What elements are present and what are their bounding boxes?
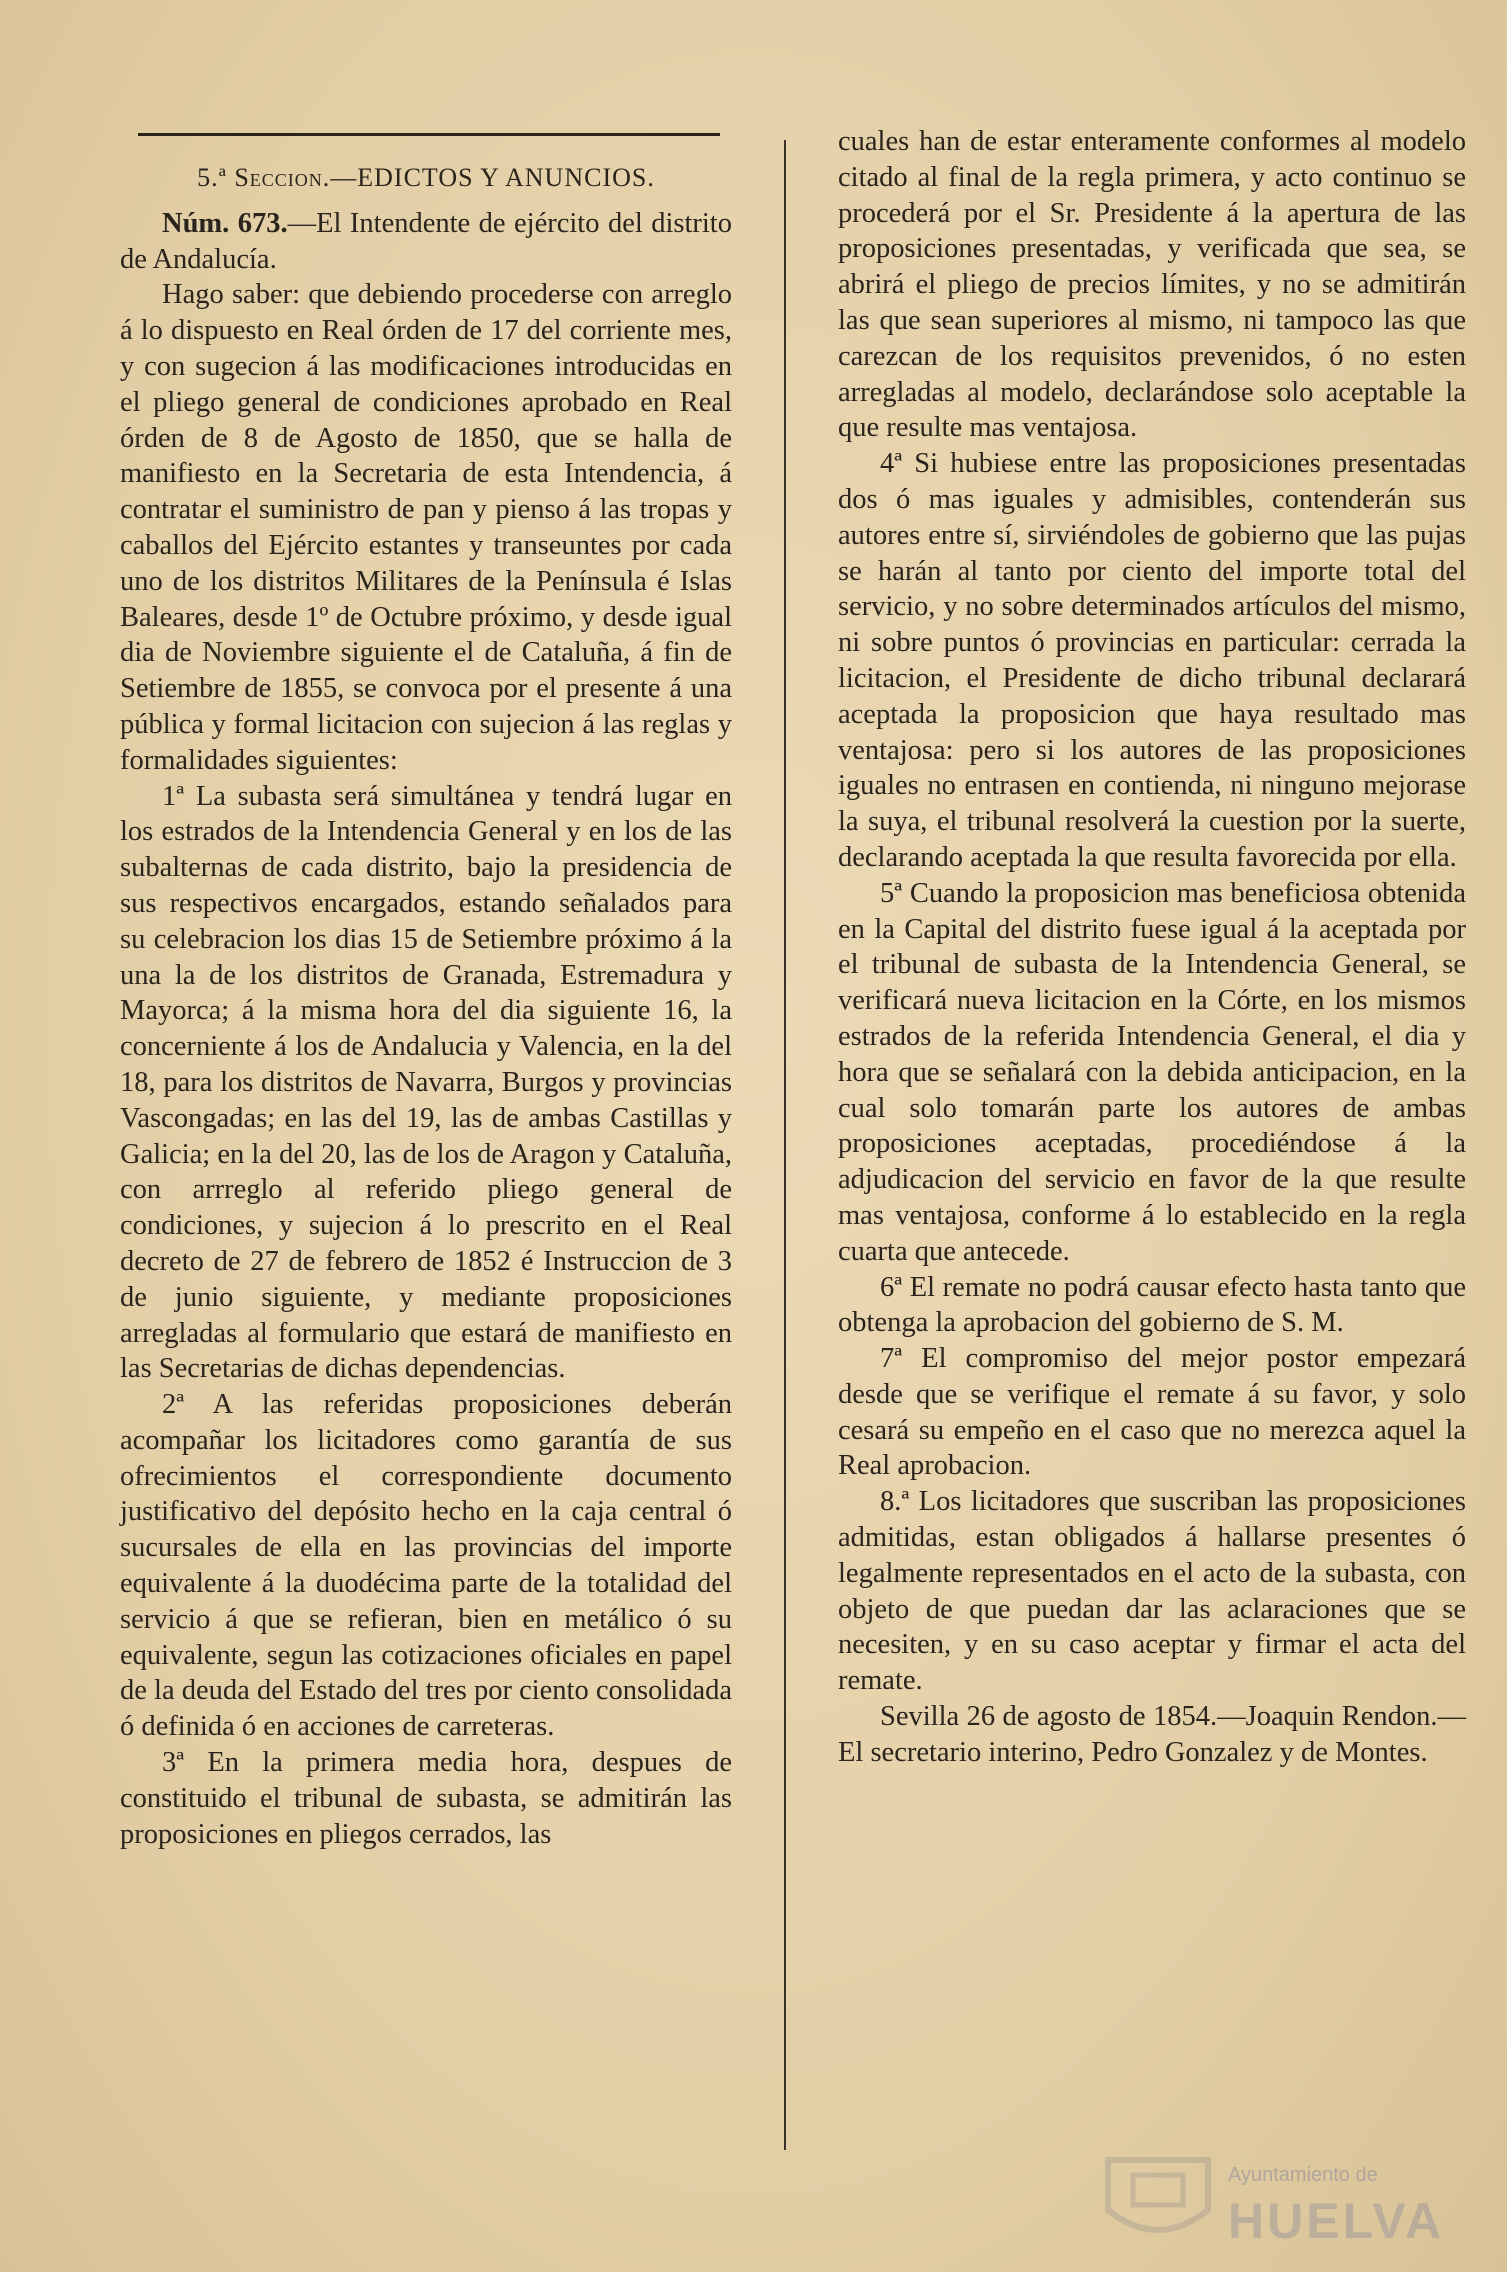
header-rule [138,133,720,136]
notice-intro-text: —El Intendente de ejército del distrito de Andalucía. [120,207,732,275]
rule-2: 2ª A las referidas proposiciones deberán acompañar los licitadores como garantía de sus ofrecimientos el correspondiente documento justificativo del depósito hecho en la caja central ó sucursales de ella en las provincias del importe equivalente á la duodécima parte de la totalidad del servicio á que se refieran, bien en metálico ó su equivalente, segun las cotizaciones oficiales en papel de la deuda del Estado del tres por ciento consolidada ó definida ó en acciones de carreteras. [120,1389,732,1743]
notice-intro [120,206,732,278]
left-column [120,160,732,1852]
right-column [838,124,1466,1771]
closing-signature: Sevilla 26 de agosto de 1854.—Joaquin Rendon.— El secretario interino, Pedro Gonzalez y de Montes. [838,1701,1466,1768]
rule-5: 5ª Cuando la proposicion mas beneficiosa obtenida en la Capital del distrito fuese igual á la aceptada por el tribunal de subasta de la Intendencia General, se verificará nueva licitacion en la Córte, en los mismos estrados de la referida Intendencia General, el dia y hora que se señalará con la debida anticipacion, en la cual solo tomarán parte los autores de ambas proposiciones aceptadas, procediéndose á la adjudicacion del servicio en favor de la que resulte mas ventajosa, conforme á lo establecido en la regla cuarta que antecede. [838,877,1466,1267]
rule-7: 7ª El compromiso del mejor postor empezará desde que se verifique el remate á su favor, y solo cesará su empeño en el caso que no merezca aquel la Real aprobacion. [838,1343,1466,1482]
rule-6: 6ª El remate no podrá causar efecto hasta tanto que obtenga la aprobacion del gobierno de S. M. [838,1271,1466,1339]
rule-1: 1ª La subasta será simultánea y tendrá lugar en los estrados de la Intendencia General y en los de las subalternas de cada distrito, bajo la presidencia de sus respectivos encargados, estando señalados para su celebracion los dias 15 de Setiembre próximo á la una la de los distritos de Granada, Estremadura y Mayorca; á la misma hora del dia siguiente 16, la concerniente á los de Andalucia y Valencia, en la del 18, para los distritos de Navarra, Burgos y provincias Vascongadas; en las del 19, las de ambas Castillas y Galicia; en la del 20, las de los de Aragon y Cataluña, con arrreglo al referido pliego general de condiciones, y sujecion á lo prescrito en el Real decreto de 27 de febrero de 1852 é Instruccion de 3 de junio siguiente, y mediante proposiciones arregladas al formulario que estará de manifiesto en las Secretarias de dichas dependencias. [120,780,732,1385]
notice-number: Núm. 673. [162,207,288,239]
watermark-line-2: HUELVA [1228,2193,1445,2249]
rule-3-continued: cuales han de estar enteramente conformes al modelo citado al final de la regla primera, y acto continuo se procederá por el Sr. Presidente á la apertura de las proposiciones presentadas, y verificada que sea, se abrirá el pliego de precios límites, y no se admitirán las que sean superiores al mismo, ni tampoco las que carezcan de los requisitos prevenidos, ó no esten arregladas al modelo, declarándose solo aceptable la que resulte mas ventajosa. [838,126,1466,444]
paragraph-hago-saber: Hago saber: que debiendo procederse con arreglo á lo dispuesto en Real órden de 17 del corriente mes, y con sugecion á las modificaciones introducidas en el pliego general de condiciones aprobado en Real órden de 8 de Agosto de 1850, que se halla de manifiesto en la Secretaria de esta Intendencia, á contratar el suministro de pan y pienso á las tropas y caballos del Ejército estantes y transeuntes por cada uno de los distritos Militares de la Península é Islas Baleares, desde 1º de Octubre próximo, y desde igual dia de Noviembre siguiente el de Cataluña, á fin de Setiembre de 1855, se convoca por el presente á una pública y formal licitacion con sujecion á las reglas y formalidades siguientes: [120,279,732,776]
section-heading: 5.ª Seccion.—EDICTOS Y ANUNCIOS. [197,163,655,192]
column-divider [784,140,786,2150]
rule-8: 8.ª Los licitadores que suscriban las proposiciones admitidas, estan obligados á hallarse presentes ó legalmente representados en el acto de la subasta, con objeto de que puedan dar las aclaraciones que se necesiten, y en su caso aceptar y firmar el acta del remate. [838,1486,1466,1697]
rule-3-start: 3ª En la primera media hora, despues de constituido el tribunal de subasta, se admitirán las proposiciones en pliegos cerrados, las [120,1747,732,1850]
watermark-line-1: Ayuntamiento de [1228,2164,1378,2186]
rule-4: 4ª Si hubiese entre las proposiciones presentadas dos ó mas iguales y admisibles, contenderán sus autores entre sí, sirviéndoles de gobierno que las pujas se harán al tanto por ciento del importe total del servicio, y no sobre determinados artículos del mismo, ni sobre puntos ó provincias en particular: cerrada la licitacion, el Presidente de dicho tribunal declarará aceptada la proposicion que haya resultado mas ventajosa: pero si los autores de las proposiciones iguales no entrasen en contienda, ni ninguno mejorase la suya, el tribunal resolverá la cuestion por la suerte, declarando aceptada la que resulta favorecida por ella. [838,448,1466,873]
